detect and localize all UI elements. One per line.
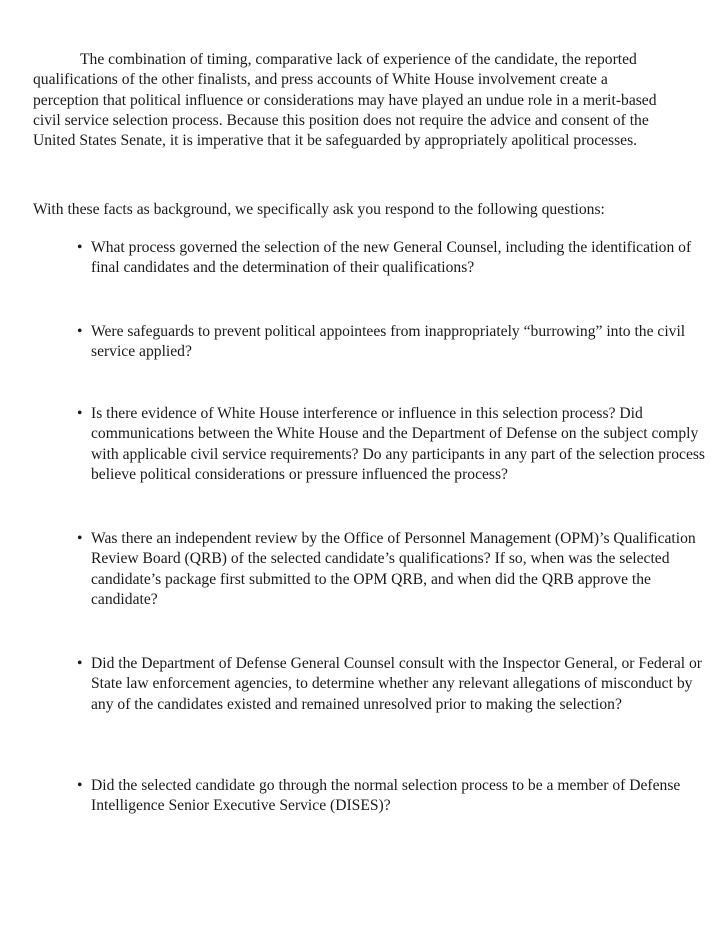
question-item	[77, 654, 705, 715]
bullet-icon: •	[77, 405, 83, 422]
question-text: Were safeguards to prevent political appointees from inappropriately “burrowing” into the civil service applied?	[91, 323, 686, 361]
question-item	[77, 322, 705, 363]
question-text: Did the Department of Defense General Counsel consult with the Inspector General, or Federal or State law enforcement agencies, to determine whether any relevant allegations of misconduct by any of the candidates existed and remained unresolved prior to making the selection?	[91, 655, 702, 713]
bullet-icon: •	[77, 777, 83, 794]
question-item	[77, 238, 705, 279]
bullet-icon: •	[77, 323, 83, 340]
bullet-icon: •	[77, 239, 83, 256]
question-item	[77, 404, 705, 485]
question-item	[77, 529, 705, 610]
question-text: What process governed the selection of the new General Counsel, including the identification of final candidates and the determination of their qualifications?	[91, 239, 692, 277]
intro-paragraph: The combination of timing, comparative lack of experience of the candidate, the reported qualifications of the other finalists, and press accounts of White House involvement create a perception that political influence or considerations may have played an undue role in a merit-based civil service selection process. Because this position does not require the advice and consent of the United States Senate, it is imperative that it be safeguarded by appropriately apolitical processes.	[33, 51, 657, 150]
bullet-icon: •	[77, 530, 83, 547]
question-text: Is there evidence of White House interference or influence in this selection process? Did communications between the White House and the Department of Defense on the subject comply with applicable civil service requirements? Do any participants in any part of the selection process believe political considerations or pressure influenced the process?	[91, 405, 706, 483]
lead-in-paragraph: With these facts as background, we specifically ask you respond to the following questions:	[33, 201, 605, 218]
question-text: Did the selected candidate go through the normal selection process to be a member of Defense Intelligence Senior Executive Service (DISES)?	[91, 777, 681, 815]
question-text: Was there an independent review by the Office of Personnel Management (OPM)’s Qualification Review Board (QRB) of the selected candidate’s qualifications? If so, when was the selected candidate’s package first submitted to the OPM QRB, and when did the QRB approve the candidate?	[91, 530, 696, 608]
bullet-icon: •	[77, 655, 83, 672]
question-item	[77, 776, 705, 817]
